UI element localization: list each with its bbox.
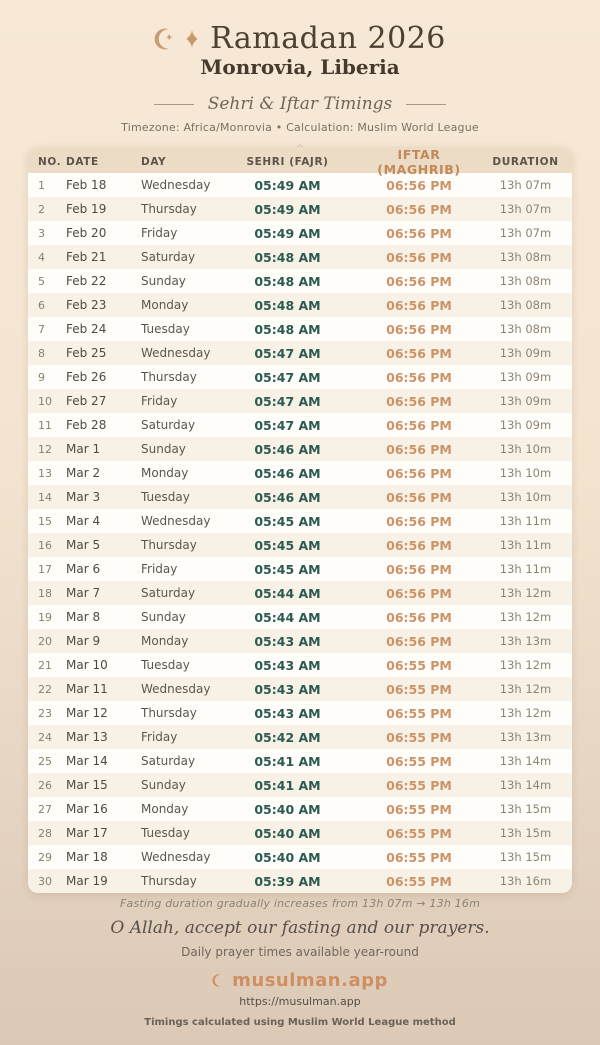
location-subtitle: Monrovia, Liberia — [200, 55, 400, 79]
cell-sehri: 05:48 AM — [254, 297, 321, 313]
cell-no: 21 — [38, 658, 52, 672]
cell-duration: 13h 09m — [499, 346, 552, 360]
table-row — [28, 413, 572, 437]
cell-sehri: 05:48 AM — [254, 249, 321, 265]
crescent-moon-icon — [154, 27, 176, 51]
cell-no: 23 — [38, 706, 52, 720]
cell-no: 10 — [38, 394, 52, 408]
cell-date: Feb 23 — [66, 298, 107, 312]
cell-iftar: 06:56 PM — [386, 609, 452, 625]
cell-date: Mar 10 — [66, 658, 108, 672]
cell-iftar: 06:55 PM — [386, 849, 452, 865]
cell-day: Tuesday — [141, 826, 190, 840]
table-row — [28, 845, 572, 869]
table-row — [28, 605, 572, 629]
cell-duration: 13h 11m — [499, 538, 552, 552]
column-header-day: DAY — [141, 156, 167, 168]
cell-no: 26 — [38, 778, 52, 792]
cell-no: 3 — [38, 226, 45, 240]
cell-date: Mar 17 — [66, 826, 108, 840]
column-header-duration: DURATION — [492, 156, 559, 168]
brand-name: musulman.app — [232, 970, 388, 991]
table-row — [28, 629, 572, 653]
timezone-calculation-meta: Timezone: Africa/Monrovia • Calculation: Muslim World League — [121, 121, 479, 134]
column-header-iftar: IFTAR (MAGHRIB) — [377, 147, 461, 177]
cell-no: 20 — [38, 634, 52, 648]
cell-duration: 13h 07m — [499, 178, 552, 192]
cell-iftar: 06:56 PM — [386, 273, 452, 289]
cell-iftar: 06:56 PM — [386, 393, 452, 409]
cell-sehri: 05:46 AM — [254, 489, 321, 505]
cell-no: 22 — [38, 682, 52, 696]
cell-sehri: 05:45 AM — [254, 537, 321, 553]
cell-day: Wednesday — [141, 682, 211, 696]
cell-sehri: 05:47 AM — [254, 345, 321, 361]
cell-duration: 13h 12m — [499, 586, 552, 600]
cell-day: Tuesday — [141, 322, 190, 336]
cell-iftar: 06:56 PM — [386, 561, 452, 577]
cell-sehri: 05:46 AM — [254, 441, 321, 457]
cell-iftar: 06:56 PM — [386, 633, 452, 649]
cell-day: Thursday — [141, 706, 197, 720]
cell-date: Mar 19 — [66, 874, 108, 888]
table-row — [28, 821, 572, 845]
cell-duration: 13h 08m — [499, 250, 552, 264]
cell-day: Sunday — [141, 610, 186, 624]
cell-day: Monday — [141, 466, 189, 480]
cell-duration: 13h 07m — [499, 202, 552, 216]
cell-duration: 13h 08m — [499, 274, 552, 288]
cell-duration: 13h 10m — [499, 490, 552, 504]
cell-duration: 13h 12m — [499, 610, 552, 624]
table-row — [28, 533, 572, 557]
calculation-method-note: Timings calculated using Muslim World League method — [144, 1017, 456, 1028]
cell-iftar: 06:56 PM — [386, 513, 452, 529]
cell-no: 4 — [38, 250, 45, 264]
cell-no: 6 — [38, 298, 45, 312]
table-row — [28, 509, 572, 533]
cell-day: Saturday — [141, 586, 196, 600]
cell-sehri: 05:43 AM — [254, 633, 321, 649]
cell-day: Friday — [141, 562, 178, 576]
cell-date: Feb 28 — [66, 418, 107, 432]
section-label: Sehri & Iftar Timings — [207, 94, 393, 114]
cell-duration: 13h 13m — [499, 730, 552, 744]
cell-duration: 13h 08m — [499, 322, 552, 336]
section-heading — [0, 94, 600, 114]
table-row — [28, 677, 572, 701]
table-row — [28, 293, 572, 317]
cell-date: Mar 5 — [66, 538, 101, 552]
cell-date: Feb 20 — [66, 226, 107, 240]
cell-day: Saturday — [141, 418, 196, 432]
cell-date: Mar 12 — [66, 706, 108, 720]
brand-link[interactable] — [0, 970, 600, 991]
column-header-sehri: SEHRI (FAJR) — [246, 156, 329, 168]
cell-day: Friday — [141, 226, 178, 240]
cell-duration: 13h 15m — [499, 826, 552, 840]
cell-day: Sunday — [141, 442, 186, 456]
table-row — [28, 701, 572, 725]
cell-iftar: 06:56 PM — [386, 465, 452, 481]
cell-iftar: 06:56 PM — [386, 201, 452, 217]
cell-date: Mar 4 — [66, 514, 101, 528]
cell-duration: 13h 14m — [499, 754, 552, 768]
cell-iftar: 06:56 PM — [386, 417, 452, 433]
cell-iftar: 06:56 PM — [386, 225, 452, 241]
cell-no: 18 — [38, 586, 52, 600]
cell-date: Mar 6 — [66, 562, 101, 576]
table-header-row — [28, 147, 572, 177]
cell-sehri: 05:47 AM — [254, 393, 321, 409]
cell-duration: 13h 10m — [499, 442, 552, 456]
cell-iftar: 06:56 PM — [386, 369, 452, 385]
table-row — [28, 485, 572, 509]
cell-duration: 13h 14m — [499, 778, 552, 792]
cell-date: Feb 25 — [66, 346, 107, 360]
cell-day: Saturday — [141, 250, 196, 264]
column-header-no: NO. — [38, 156, 62, 168]
cell-date: Mar 8 — [66, 610, 101, 624]
cell-duration: 13h 11m — [499, 514, 552, 528]
cell-date: Mar 1 — [66, 442, 101, 456]
right-divider-line — [406, 104, 446, 105]
table-row — [28, 197, 572, 221]
cell-no: 30 — [38, 874, 52, 888]
column-header-date: DATE — [66, 156, 99, 168]
cell-no: 28 — [38, 826, 52, 840]
cell-iftar: 06:55 PM — [386, 753, 452, 769]
cell-no: 1 — [38, 178, 45, 192]
cell-date: Feb 19 — [66, 202, 107, 216]
cell-date: Mar 16 — [66, 802, 108, 816]
cell-sehri: 05:42 AM — [254, 729, 321, 745]
table-row — [28, 245, 572, 269]
table-row — [28, 269, 572, 293]
timings-table-body — [28, 173, 572, 893]
table-row — [28, 653, 572, 677]
table-row — [28, 749, 572, 773]
cell-sehri: 05:39 AM — [254, 873, 321, 889]
cell-sehri: 05:48 AM — [254, 273, 321, 289]
left-divider-line — [154, 104, 194, 105]
brand-url[interactable]: https://musulman.app — [239, 995, 361, 1008]
table-row — [28, 725, 572, 749]
cell-date: Feb 27 — [66, 394, 107, 408]
fasting-duration-note: Fasting duration gradually increases from 13h 07m → 13h 16m — [120, 897, 480, 910]
dua-quote: O Allah, accept our fasting and our prayers. — [110, 918, 490, 938]
cell-day: Thursday — [141, 370, 197, 384]
cell-duration: 13h 09m — [499, 394, 552, 408]
table-row — [28, 317, 572, 341]
cell-day: Thursday — [141, 202, 197, 216]
cell-day: Wednesday — [141, 514, 211, 528]
cell-duration: 13h 12m — [499, 706, 552, 720]
table-row — [28, 389, 572, 413]
cell-day: Tuesday — [141, 490, 190, 504]
cell-date: Mar 3 — [66, 490, 101, 504]
table-row — [28, 557, 572, 581]
timings-table-card — [28, 147, 572, 893]
cell-no: 16 — [38, 538, 52, 552]
sparkle-star-icon — [183, 29, 201, 49]
table-row — [28, 461, 572, 485]
cell-sehri: 05:44 AM — [254, 585, 321, 601]
cell-day: Wednesday — [141, 850, 211, 864]
cell-day: Wednesday — [141, 346, 211, 360]
page-title: Ramadan 2026 — [210, 21, 446, 56]
cell-day: Tuesday — [141, 658, 190, 672]
cell-duration: 13h 15m — [499, 850, 552, 864]
cell-date: Mar 7 — [66, 586, 101, 600]
cell-no: 2 — [38, 202, 45, 216]
cell-sehri: 05:40 AM — [254, 825, 321, 841]
cell-no: 14 — [38, 490, 52, 504]
cell-no: 11 — [38, 418, 52, 432]
availability-note: Daily prayer times available year-round — [181, 945, 419, 959]
cell-iftar: 06:56 PM — [386, 177, 452, 193]
cell-iftar: 06:55 PM — [386, 825, 452, 841]
cell-date: Feb 26 — [66, 370, 107, 384]
cell-date: Feb 22 — [66, 274, 107, 288]
cell-iftar: 06:56 PM — [386, 297, 452, 313]
cell-sehri: 05:49 AM — [254, 201, 321, 217]
cell-sehri: 05:43 AM — [254, 657, 321, 673]
cell-sehri: 05:43 AM — [254, 705, 321, 721]
cell-iftar: 06:56 PM — [386, 321, 452, 337]
cell-day: Monday — [141, 298, 189, 312]
cell-sehri: 05:47 AM — [254, 369, 321, 385]
cell-iftar: 06:56 PM — [386, 585, 452, 601]
cell-iftar: 06:56 PM — [386, 441, 452, 457]
cell-duration: 13h 10m — [499, 466, 552, 480]
cell-sehri: 05:45 AM — [254, 561, 321, 577]
cell-no: 5 — [38, 274, 45, 288]
cell-day: Friday — [141, 394, 178, 408]
table-row — [28, 869, 572, 893]
cell-no: 8 — [38, 346, 45, 360]
cell-sehri: 05:46 AM — [254, 465, 321, 481]
table-row — [28, 365, 572, 389]
table-row — [28, 173, 572, 197]
cell-duration: 13h 11m — [499, 562, 552, 576]
cell-no: 12 — [38, 442, 52, 456]
table-row — [28, 797, 572, 821]
cell-day: Saturday — [141, 754, 196, 768]
table-row — [28, 773, 572, 797]
cell-day: Monday — [141, 802, 189, 816]
cell-sehri: 05:47 AM — [254, 417, 321, 433]
cell-no: 13 — [38, 466, 52, 480]
cell-date: Mar 18 — [66, 850, 108, 864]
cell-iftar: 06:56 PM — [386, 345, 452, 361]
cell-date: Feb 24 — [66, 322, 107, 336]
cell-date: Mar 15 — [66, 778, 108, 792]
cell-duration: 13h 07m — [499, 226, 552, 240]
cell-iftar: 06:55 PM — [386, 729, 452, 745]
cell-day: Sunday — [141, 274, 186, 288]
cell-day: Thursday — [141, 874, 197, 888]
cell-no: 15 — [38, 514, 52, 528]
cell-no: 24 — [38, 730, 52, 744]
cell-date: Mar 13 — [66, 730, 108, 744]
cell-day: Wednesday — [141, 178, 211, 192]
brand-crescent-icon — [212, 973, 225, 988]
cell-sehri: 05:49 AM — [254, 225, 321, 241]
cell-day: Monday — [141, 634, 189, 648]
cell-iftar: 06:56 PM — [386, 537, 452, 553]
cell-iftar: 06:55 PM — [386, 801, 452, 817]
cell-no: 17 — [38, 562, 52, 576]
table-row — [28, 437, 572, 461]
cell-sehri: 05:49 AM — [254, 177, 321, 193]
cell-date: Mar 11 — [66, 682, 108, 696]
cell-no: 19 — [38, 610, 52, 624]
cell-day: Sunday — [141, 778, 186, 792]
cell-sehri: 05:40 AM — [254, 849, 321, 865]
cell-duration: 13h 16m — [499, 874, 552, 888]
table-row — [28, 581, 572, 605]
cell-sehri: 05:45 AM — [254, 513, 321, 529]
cell-date: Mar 2 — [66, 466, 101, 480]
cell-sehri: 05:48 AM — [254, 321, 321, 337]
cell-duration: 13h 12m — [499, 682, 552, 696]
cell-sehri: 05:41 AM — [254, 753, 321, 769]
cell-date: Feb 21 — [66, 250, 107, 264]
cell-duration: 13h 13m — [499, 634, 552, 648]
cell-iftar: 06:55 PM — [386, 657, 452, 673]
cell-iftar: 06:56 PM — [386, 249, 452, 265]
cell-no: 25 — [38, 754, 52, 768]
cell-iftar: 06:55 PM — [386, 777, 452, 793]
cell-duration: 13h 09m — [499, 418, 552, 432]
cell-no: 27 — [38, 802, 52, 816]
cell-iftar: 06:56 PM — [386, 489, 452, 505]
cell-no: 9 — [38, 370, 45, 384]
page-footer — [0, 897, 600, 1028]
cell-date: Mar 14 — [66, 754, 108, 768]
cell-duration: 13h 15m — [499, 802, 552, 816]
cell-day: Thursday — [141, 538, 197, 552]
cell-no: 29 — [38, 850, 52, 864]
cell-duration: 13h 09m — [499, 370, 552, 384]
table-row — [28, 221, 572, 245]
cell-sehri: 05:43 AM — [254, 681, 321, 697]
cell-iftar: 06:55 PM — [386, 681, 452, 697]
cell-duration: 13h 08m — [499, 298, 552, 312]
table-row — [28, 341, 572, 365]
cell-sehri: 05:41 AM — [254, 777, 321, 793]
cell-iftar: 06:55 PM — [386, 873, 452, 889]
cell-iftar: 06:55 PM — [386, 705, 452, 721]
cell-duration: 13h 12m — [499, 658, 552, 672]
cell-sehri: 05:44 AM — [254, 609, 321, 625]
cell-no: 7 — [38, 322, 45, 336]
cell-date: Feb 18 — [66, 178, 107, 192]
cell-sehri: 05:40 AM — [254, 801, 321, 817]
page-header — [0, 0, 600, 153]
cell-day: Friday — [141, 730, 178, 744]
cell-date: Mar 9 — [66, 634, 101, 648]
